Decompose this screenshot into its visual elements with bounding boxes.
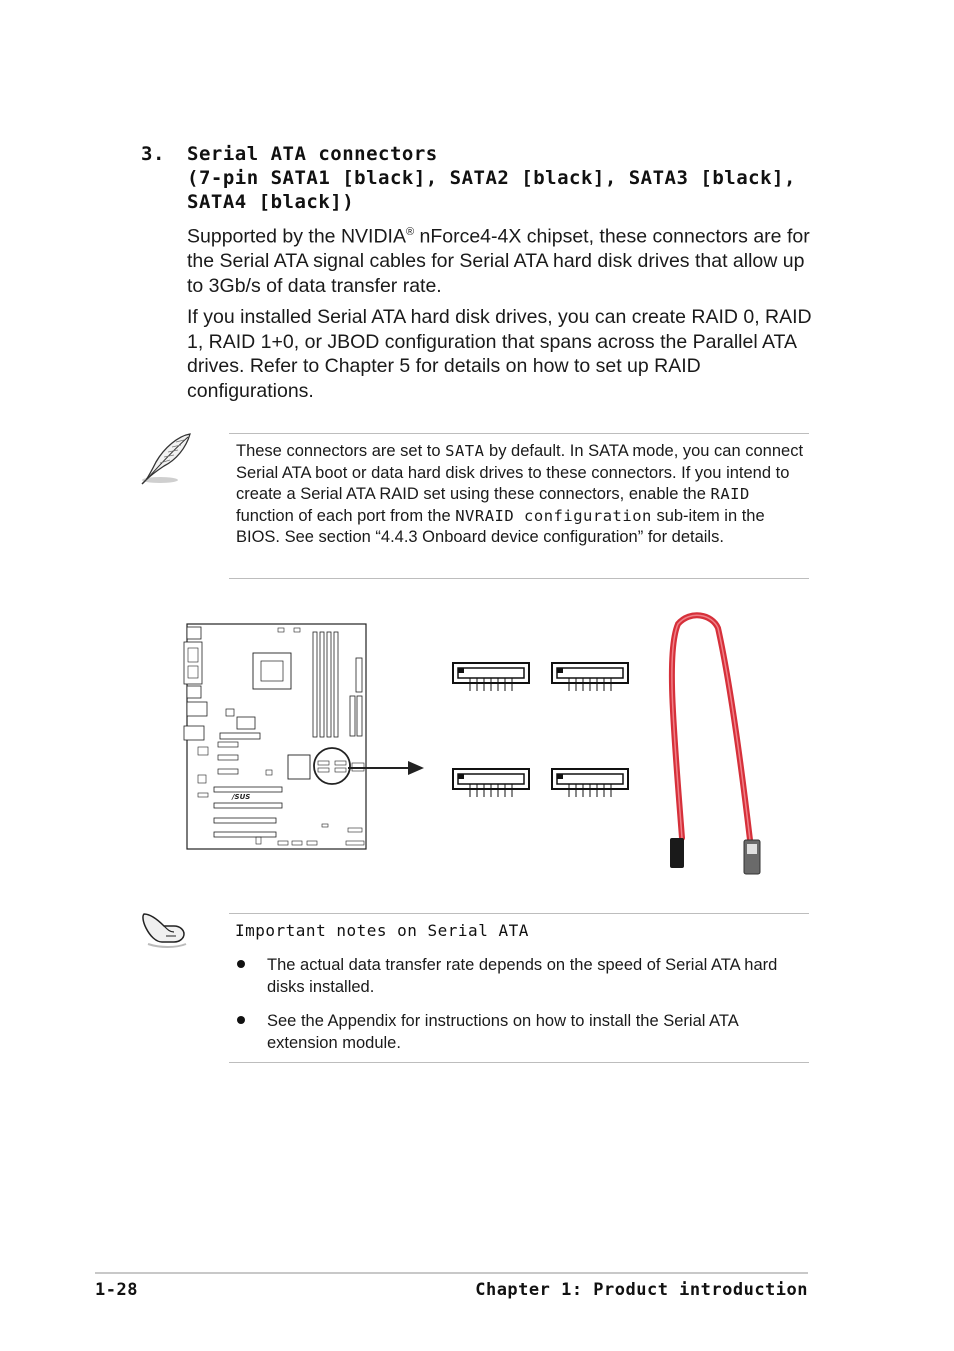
sata-connector-4 bbox=[551, 767, 629, 801]
note-top-rule bbox=[229, 433, 809, 434]
sata-cable-image bbox=[660, 612, 770, 880]
section-title-line1: Serial ATA connectors bbox=[187, 143, 438, 165]
board-logo: /SUS bbox=[232, 793, 251, 801]
chapter-title: Chapter 1: Product introduction bbox=[475, 1280, 808, 1300]
important-item-2: See the Appendix for instructions on how to install the Serial ATA extension module. bbox=[237, 1011, 797, 1057]
note-bottom-rule bbox=[229, 578, 809, 579]
note-keyword-nvraid: NVRAID configuration bbox=[455, 506, 652, 525]
important-top-rule bbox=[229, 913, 809, 914]
section-title bbox=[187, 142, 827, 214]
hand-pointing-icon bbox=[140, 908, 190, 948]
important-item-1: The actual data transfer rate depends on the speed of Serial ATA hard disks installed. bbox=[237, 955, 797, 1001]
paragraph-chipset: Supported by the NVIDIA® nForce4-4X chipset, these connectors are for the Serial ATA signal cables for Serial ATA hard disk drives that allow up to 3Gb/s of data transfer rate. bbox=[187, 225, 810, 297]
section-title-line2: (7-pin SATA1 [black], SATA2 [black], SATA3 [black], bbox=[187, 167, 796, 189]
bullet-icon bbox=[237, 1016, 245, 1024]
feather-pen-icon bbox=[138, 430, 198, 486]
sata-connector-3 bbox=[452, 767, 530, 801]
note-keyword-sata: SATA bbox=[445, 442, 485, 460]
motherboard-diagram bbox=[180, 618, 430, 858]
pointer-arrow bbox=[348, 758, 426, 778]
note-text: These connectors are set to SATA by default. In SATA mode, you can connect Serial ATA boot or data hard disk drives to these connectors. If you intend to create a Serial ATA RAID set using these connectors, enable the RAID function of each port from the NVRAID configuration sub-item in the BIOS. See section “4.4.3 Onboard device configuration” for details. bbox=[236, 442, 804, 546]
note-keyword-raid: RAID bbox=[710, 485, 750, 503]
registered-mark: ® bbox=[405, 226, 415, 238]
page-number: 1-28 bbox=[95, 1280, 138, 1300]
paragraph-raid: If you installed Serial ATA hard disk drives, you can create RAID 0, RAID 1, RAID 1+0, or JBOD configuration that spans across the Parallel ATA drives. Refer to Chapter 5 for details on how to set up RAID configurations. bbox=[187, 306, 812, 402]
sata-connector-1 bbox=[452, 661, 530, 695]
section-title-line3: SATA4 [black]) bbox=[187, 191, 355, 213]
bullet-icon bbox=[237, 960, 245, 968]
important-bottom-rule bbox=[229, 1062, 809, 1063]
sata-connector-2 bbox=[551, 661, 629, 695]
section-number: 3. bbox=[141, 143, 165, 165]
footer-rule bbox=[95, 1272, 808, 1274]
important-title: Important notes on Serial ATA bbox=[235, 921, 529, 940]
